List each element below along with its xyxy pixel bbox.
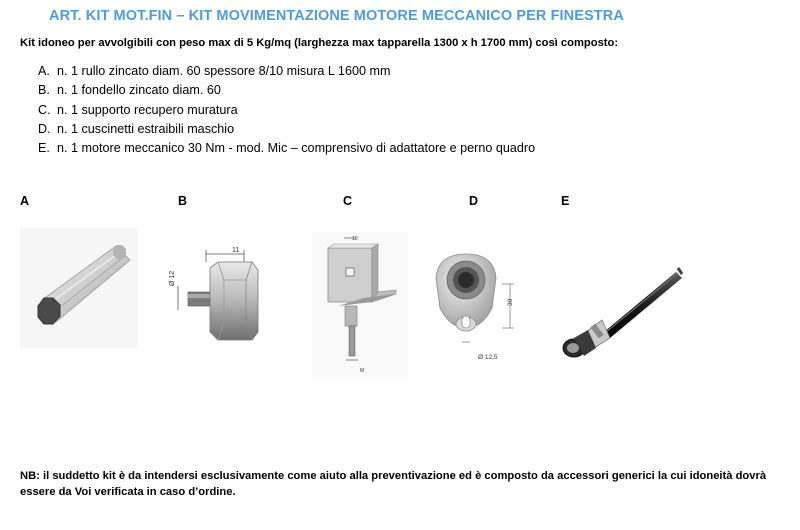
list-item: [38, 81, 535, 100]
list-letter: D.: [38, 121, 51, 136]
bearing-image: [432, 248, 524, 363]
disclaimer-note: NB: il suddetto kit è da intendersi esclusivamente come aiuto alla preventivazione ed è composto da accessori generici la cui idoneità dovrà essere da Voi verificata in caso d’ordine.: [20, 470, 767, 498]
bearing-dimension-height: 30: [507, 298, 514, 306]
figure-label-a: A: [20, 194, 30, 208]
mechanical-motor-icon: [558, 262, 692, 366]
list-letter: E.: [38, 141, 50, 156]
octagonal-roller-tube-icon: [20, 228, 138, 348]
support-bracket-image: [312, 232, 408, 377]
motor-image: [558, 262, 692, 366]
list-text: n. 1 motore meccanico 30 Nm - mod. Mic – comprensivo di adattatore e perno quadro: [57, 141, 536, 156]
figure-label-b: B: [178, 194, 188, 208]
kit-description: Kit idoneo per avvolgibili con peso max di 5 Kg/mq (larghezza max tapparella 1300 x h 1700 mm) così composto:: [20, 37, 619, 49]
component-list: [38, 62, 535, 158]
roller-tube-image: [20, 228, 138, 348]
list-item: [38, 62, 535, 81]
end-cap-dimension-width: 11: [232, 247, 240, 254]
list-text: n. 1 fondello zincato diam. 60: [57, 83, 221, 98]
figure-label-d: D: [469, 194, 479, 208]
bracket-dimension-top: 10: [352, 236, 358, 242]
figure-label-c: C: [343, 194, 353, 208]
list-item: [38, 139, 535, 158]
masonry-support-bracket-icon: [312, 232, 408, 377]
list-text: n. 1 cuscinetti estraibili maschio: [57, 121, 235, 136]
end-cap-icon: [160, 240, 280, 350]
list-text: n. 1 supporto recupero muratura: [57, 102, 238, 117]
list-item: [38, 101, 535, 120]
list-letter: B.: [38, 83, 50, 98]
list-item: [38, 120, 535, 139]
list-text: n. 1 rullo zincato diam. 60 spessore 8/10 misura L 1600 mm: [57, 64, 391, 78]
figure-label-e: E: [561, 194, 570, 208]
end-cap-image: [160, 240, 280, 350]
page-title: ART. KIT MOT.FIN – KIT MOVIMENTAZIONE MOTORE MECCANICO PER FINESTRA: [49, 8, 624, 24]
list-letter: C.: [38, 102, 51, 117]
bearing-dimension-diameter: Ø 12,5: [478, 354, 498, 361]
removable-bearing-icon: [432, 248, 524, 363]
bracket-dimension-bottom: M: [360, 368, 365, 374]
end-cap-dimension-diameter: Ø 12: [169, 270, 176, 286]
list-letter: A.: [38, 64, 50, 78]
